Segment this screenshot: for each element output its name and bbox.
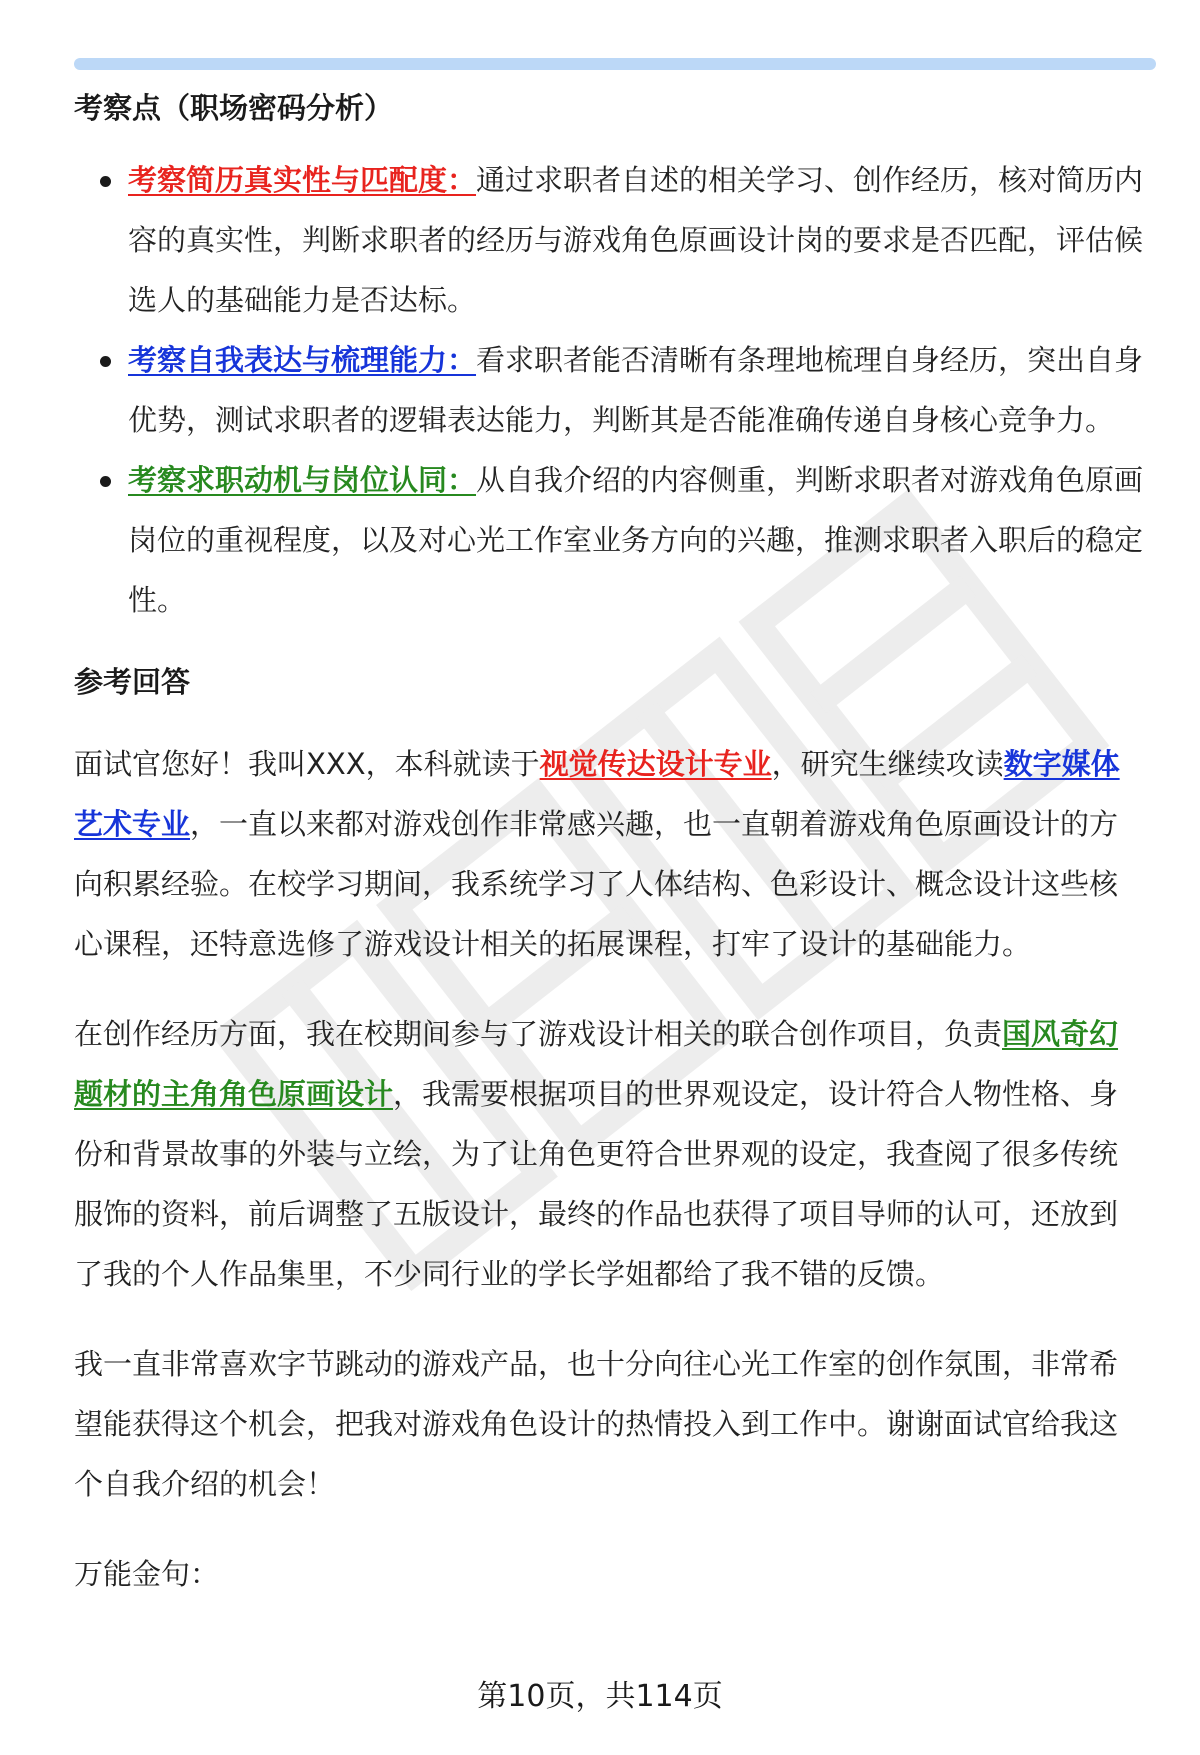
- answer-paragraph-1: [74, 734, 1146, 974]
- highlight-major-undergrad: 视觉传达设计专业: [539, 747, 772, 781]
- answer-paragraph-2: [74, 1004, 1146, 1304]
- main-content: [74, 78, 1146, 1604]
- top-accent-bar: [74, 58, 1156, 70]
- exam-point-label: 考察求职动机与岗位认同：: [128, 463, 477, 497]
- highlight-major-grad: 数字媒体艺术专业: [74, 747, 1120, 841]
- exam-point-text: 看求职者能否清晰有条理地梳理自身经历，突出自身优势，测试求职者的逻辑表达能力，判断其是否能准确传递自身核心竞争力。: [128, 343, 1144, 437]
- answer-text: ，我需要根据项目的世界观设定，设计符合人物性格、身份和背景故事的外装与立绘，为了让角色更符合世界观的设定，我查阅了很多传统服饰的资料，前后调整了五版设计，最终的作品也获得了项目导师的认可，还放到了我的个人作品集里，不少同行业的学长学姐都给了我不错的反馈。: [74, 1077, 1119, 1291]
- exam-point-text: 从自我介绍的内容侧重，判断求职者对游戏角色原画岗位的重视程度，以及对心光工作室业务方向的兴趣，推测求职者入职后的稳定性。: [128, 463, 1144, 617]
- exam-point-item: [74, 450, 1146, 630]
- exam-points-title: 考察点（职场密码分析）: [74, 91, 394, 125]
- answer-text: 在创作经历方面，我在校期间参与了游戏设计相关的联合创作项目，负责: [74, 1017, 1003, 1051]
- exam-point-label: 考察自我表达与梳理能力：: [128, 343, 477, 377]
- exam-point-text: 通过求职者自述的相关学习、创作经历，核对简历内容的真实性，判断求职者的经历与游戏角色原画设计岗的要求是否匹配，评估候选人的基础能力是否达标。: [128, 163, 1144, 317]
- bullet-dot-icon: [100, 176, 111, 187]
- answer-paragraph-3: 我一直非常喜欢字节跳动的游戏产品，也十分向往心光工作室的创作氛围，非常希望能获得这个机会，把我对游戏角色设计的热情投入到工作中。谢谢面试官给我这个自我介绍的机会！: [74, 1347, 1119, 1501]
- answer-text: 面试官您好！我叫XXX，本科就读于: [74, 747, 540, 781]
- exam-point-label: 考察简历真实性与匹配度：: [128, 163, 477, 197]
- exam-points-list: [74, 150, 1146, 630]
- exam-point-item: [74, 150, 1146, 330]
- page-number: 第10页，共114页: [477, 1679, 723, 1714]
- bullet-dot-icon: [100, 356, 111, 367]
- answer-text: ，研究生继续攻读: [771, 747, 1004, 781]
- exam-point-item: [74, 330, 1146, 450]
- bullet-dot-icon: [100, 476, 111, 487]
- answer-text: ，一直以来都对游戏创作非常感兴趣，也一直朝着游戏角色原画设计的方向积累经验。在校学习期间，我系统学习了人体结构、色彩设计、概念设计这些核心课程，还特意选修了游戏设计相关的拓展课程，打牢了设计的基础能力。: [74, 807, 1119, 961]
- reference-answer-title: 参考回答: [74, 665, 191, 699]
- highlight-project-role: 国风奇幻题材的主角角色原画设计: [74, 1017, 1119, 1111]
- golden-lines-label: 万能金句：: [74, 1557, 220, 1591]
